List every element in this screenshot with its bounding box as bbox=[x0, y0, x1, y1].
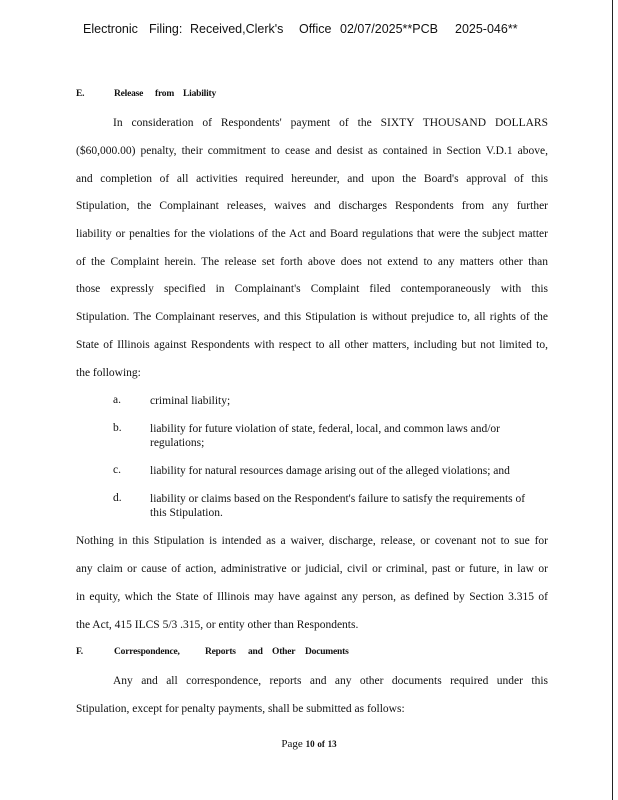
section-e-title-word: Liability bbox=[183, 89, 217, 99]
section-f-title-word: Reports bbox=[205, 647, 236, 657]
page-footer bbox=[0, 738, 618, 750]
paragraph-line: of the Complaint herein. The release set forth above does not extend to any matters other than bbox=[76, 256, 548, 268]
paragraph-line: Stipulation, the Complainant releases, waives and discharges Respondents from any further bbox=[76, 200, 548, 212]
section-f-title-word: Correspondence, bbox=[114, 647, 180, 657]
list-item-letter: c. bbox=[113, 464, 121, 476]
header-docket: 2025-046** bbox=[455, 22, 518, 36]
header-received: Received,Clerk's bbox=[190, 22, 284, 36]
section-f-title-word: and bbox=[248, 647, 263, 657]
section-e-letter: E. bbox=[76, 89, 85, 99]
paragraph-line: liability or penalties for the violations of the Act and Board regulations that were the subject matter bbox=[76, 228, 548, 240]
paragraph-line: In consideration of Respondents' payment of the SIXTY THOUSAND DOLLARS bbox=[113, 117, 548, 129]
list-item-letter: a. bbox=[113, 394, 121, 406]
list-item-line: liability or claims based on the Respondent's failure to satisfy the requirements of bbox=[150, 493, 526, 505]
paragraph-line: the Act, 415 ILCS 5/3 .315, or entity other than Respondents. bbox=[76, 619, 359, 631]
paragraph-line: and completion of all activities required hereunder, and upon the Board's approval of this bbox=[76, 173, 548, 185]
page-edge-rule bbox=[612, 0, 613, 800]
list-item-text bbox=[150, 492, 548, 520]
paragraph-line: Stipulation, except for penalty payments, shall be submitted as follows: bbox=[76, 703, 405, 715]
section-e-title-word: Release bbox=[114, 89, 144, 99]
section-e-title-word: from bbox=[155, 89, 175, 99]
paragraph-line: Stipulation. The Complainant reserves, and this Stipulation is without prejudice to, all rights of the bbox=[76, 311, 548, 323]
header-date-code: 02/07/2025**PCB bbox=[340, 22, 438, 36]
list-item-line: criminal liability; bbox=[150, 395, 231, 407]
paragraph-line: Nothing in this Stipulation is intended as a waiver, discharge, release, or covenant not to sue for bbox=[76, 535, 548, 547]
header-office: Office bbox=[299, 22, 332, 36]
paragraph-line: the following: bbox=[76, 367, 141, 379]
footer-total-pages: 13 bbox=[327, 739, 337, 749]
list-item-text bbox=[150, 394, 548, 408]
list-item-letter: d. bbox=[113, 492, 122, 504]
footer-of-label: of bbox=[317, 739, 325, 749]
header-filing: Filing: bbox=[149, 22, 183, 36]
list-item-line: regulations; bbox=[150, 437, 205, 449]
paragraph-line: in equity, which the State of Illinois may have against any person, as defined by Section 3.315 of bbox=[76, 591, 548, 603]
header-electronic: Electronic bbox=[83, 22, 138, 36]
list-item-letter: b. bbox=[113, 422, 122, 434]
footer-page-label: Page bbox=[281, 738, 303, 750]
section-f-letter: F. bbox=[76, 647, 83, 657]
list-item-line: this Stipulation. bbox=[150, 507, 223, 519]
paragraph-line: ($60,000.00) penalty, their commitment to cease and desist as contained in Section V.D.1 above, bbox=[76, 145, 548, 157]
paragraph-line: Any and all correspondence, reports and any other documents required under this bbox=[113, 675, 548, 687]
section-f-title-word: Documents bbox=[305, 647, 349, 657]
footer-page-number: 10 bbox=[305, 739, 315, 749]
paragraph-line: any claim or cause of action, administrative or judicial, civil or criminal, past or future, in law or bbox=[76, 563, 548, 575]
list-item-text bbox=[150, 422, 548, 450]
section-f-title-word: Other bbox=[272, 647, 296, 657]
list-item-line: liability for natural resources damage arising out of the alleged violations; and bbox=[150, 465, 510, 477]
paragraph-line: State of Illinois against Respondents with respect to all other matters, including but not limited to, bbox=[76, 339, 548, 351]
paragraph-line: those expressly specified in Complainant's Complaint filed contemporaneously with this bbox=[76, 283, 548, 295]
list-item-line: liability for future violation of state, federal, local, and common laws and/or bbox=[150, 423, 501, 435]
list-item-text bbox=[150, 464, 548, 478]
